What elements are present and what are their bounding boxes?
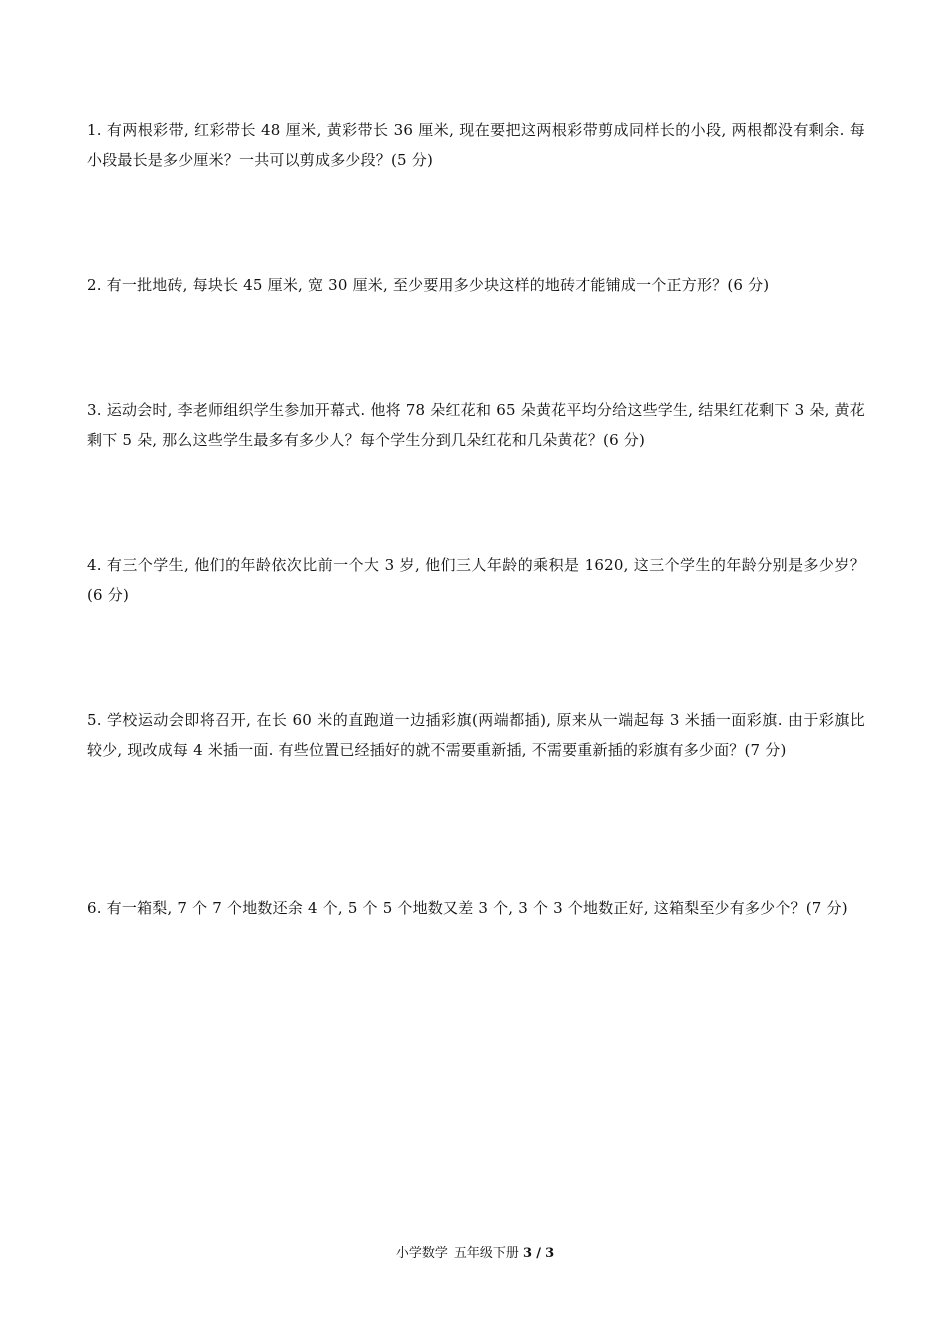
question-1: 1. 有两根彩带, 红彩带长 48 厘米, 黄彩带长 36 厘米, 现在要把这两根彩带剪成同样长的小段, 两根都没有剩余. 每小段最长是多少厘米？一共可以剪成多少段？(5 分) (87, 121, 865, 169)
footer-page-current: 3 (523, 1246, 533, 1261)
footer-subject: 小学数学 (395, 1246, 448, 1261)
question-6: 6. 有一箱梨, 7 个 7 个地数还余 4 个, 5 个 5 个地数又差 3 个, 3 个 3 个地数正好, 这箱梨至少有多少个？(7 分) (87, 899, 848, 917)
question-4: 4. 有三个学生, 他们的年龄依次比前一个大 3 岁, 他们三人年龄的乘积是 1620, 这三个学生的年龄分别是多少岁？(6 分) (87, 556, 865, 604)
footer-grade: 五年级下册 (453, 1246, 519, 1261)
footer-page-separator: / (536, 1246, 541, 1261)
question-5: 5. 学校运动会即将召开, 在长 60 米的直跑道一边插彩旗(两端都插), 原来从一端起每 3 米插一面彩旗. 由于彩旗比较少, 现改成每 4 米插一面. 有些位置已经插好的就不需要重新插, 不需要重新插的彩旗有多少面？(7 分) (87, 711, 865, 759)
question-3: 3. 运动会时, 李老师组织学生参加开幕式. 他将 78 朵红花和 65 朵黄花平均分给这些学生, 结果红花剩下 3 朵, 黄花剩下 5 朵, 那么这些学生最多有多少人？每个学生分到几朵红花和几朵黄花？(6 分) (87, 401, 865, 449)
page-footer (0, 1244, 950, 1264)
footer-page-total: 3 (545, 1246, 555, 1261)
question-2: 2. 有一批地砖, 每块长 45 厘米, 宽 30 厘米, 至少要用多少块这样的地砖才能铺成一个正方形？(6 分) (87, 276, 770, 294)
